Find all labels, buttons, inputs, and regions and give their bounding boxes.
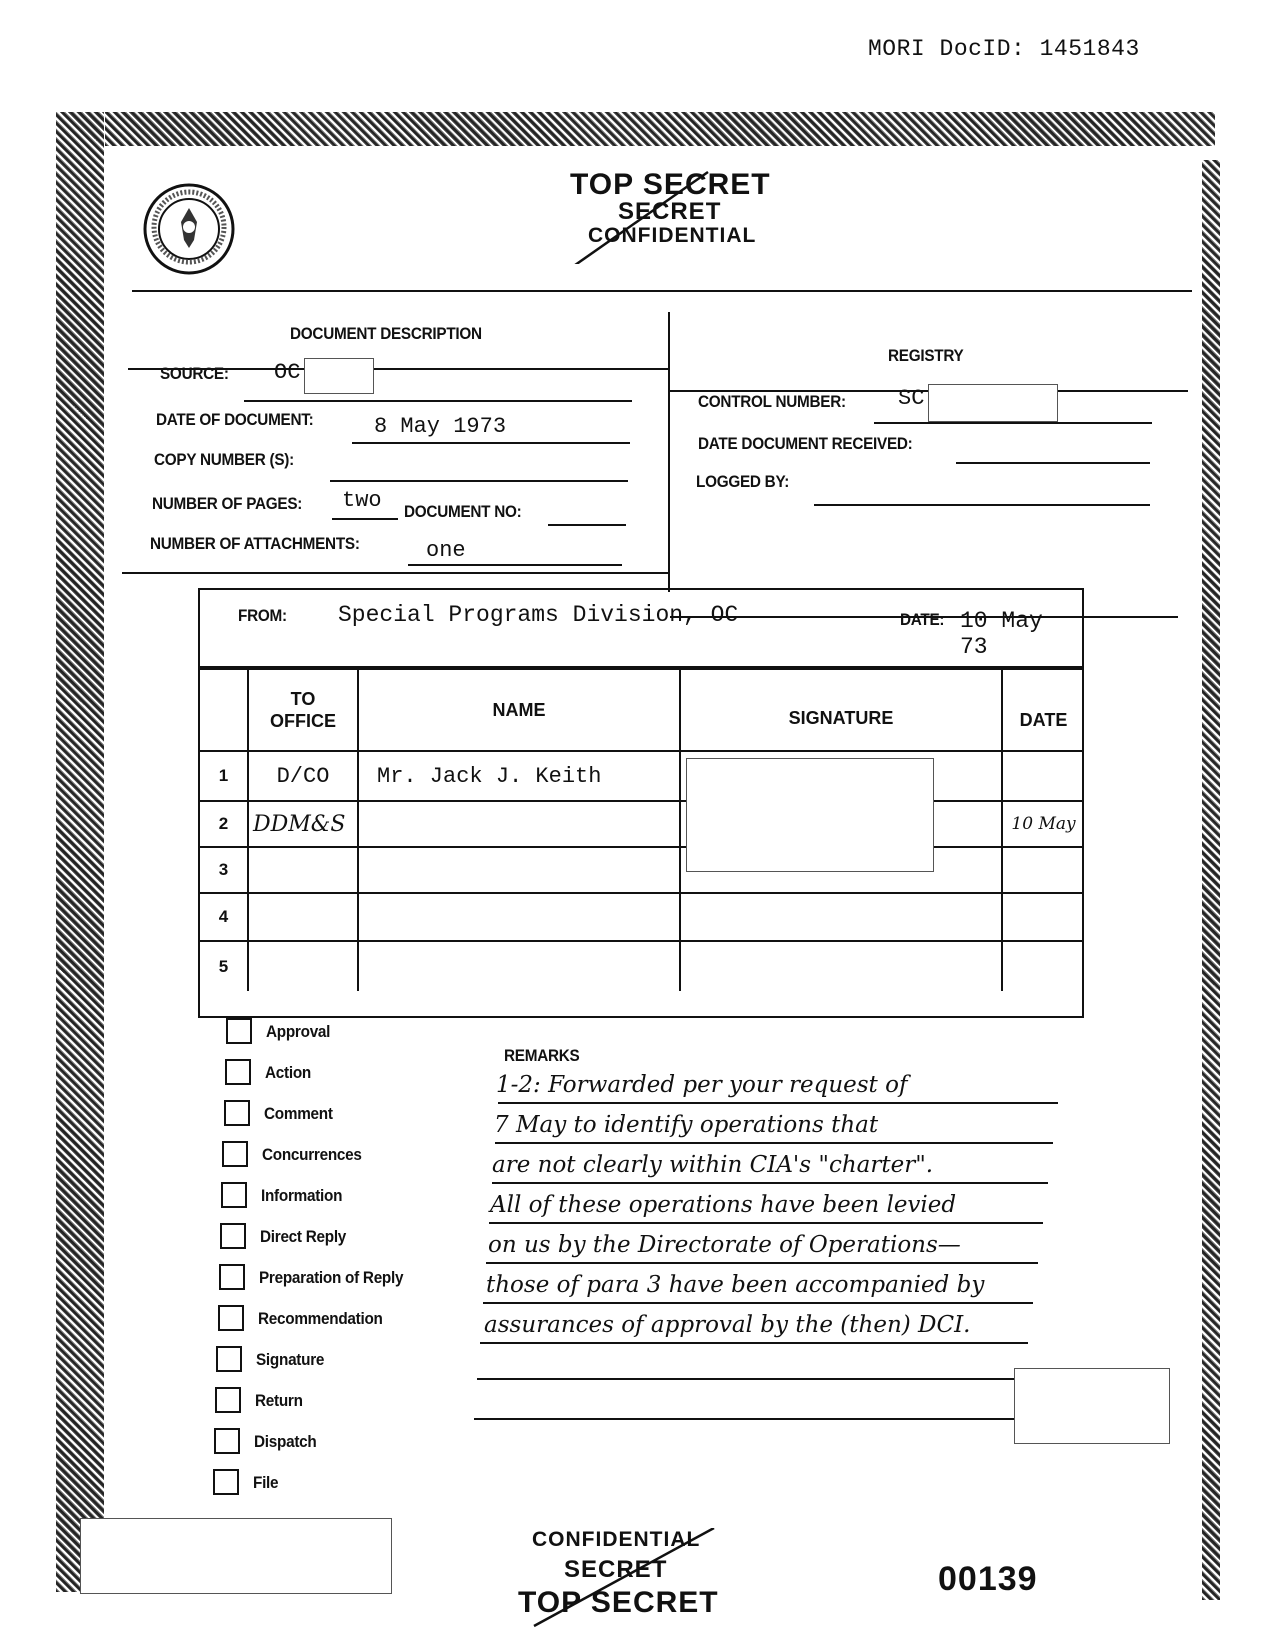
classification-confidential-bottom: CONFIDENTIAL [532,1528,701,1551]
strike-mark [540,168,800,264]
signature-redaction [686,758,934,872]
action-label: Signature [256,1350,325,1369]
control-number-label: CONTROL NUMBER: [698,392,846,411]
rule-top [132,290,1192,292]
classification-top-secret: TOP SECRET [570,168,771,201]
date-underline [352,442,630,444]
date-of-document-value: 8 May 1973 [374,414,507,439]
signature-header: SIGNATURE [680,669,1002,751]
classification-bottom [516,1528,756,1628]
routing-row: 1 D/CO Mr. Jack J. Keith [200,751,1084,801]
action-item-dispatch[interactable] [214,1428,444,1458]
date-header: DATE [1002,669,1084,751]
remarks-rule [486,1262,1038,1264]
checkbox[interactable] [224,1100,250,1126]
action-checklist [212,1018,452,1508]
left-border [56,112,104,1592]
control-underline [874,422,1152,424]
agency-seal [142,182,236,276]
action-label: Return [255,1391,303,1410]
classification-secret-bottom: SECRET [564,1556,668,1583]
source-value: OC [274,360,301,385]
routing-row: 4 [200,893,1084,941]
classification-top [540,168,800,264]
source-underline [244,400,632,402]
control-number-value: SC [898,386,925,411]
action-item-comment[interactable] [224,1100,454,1130]
checkbox[interactable] [226,1018,252,1044]
page-number: 00139 [938,1560,1038,1598]
name-cell: Mr. Jack J. Keith [358,751,680,801]
action-item-return[interactable] [215,1387,445,1417]
remarks-rule [480,1342,1028,1344]
remarks-line: All of these operations have been levied [490,1192,957,1218]
slip-date-value: 10 May 73 [960,608,1043,660]
routing-header-row [200,669,1084,751]
footer-redaction [80,1518,392,1594]
remarks-line: assurances of approval by the (then) DCI. [484,1312,971,1338]
action-item-approval[interactable] [226,1018,456,1048]
remarks-line: those of para 3 have been accompanied by [486,1272,985,1298]
checkbox[interactable] [216,1346,242,1372]
from-label: FROM: [238,606,287,625]
remarks-rule [477,1378,1017,1380]
office-cell: DDM&S [248,801,358,847]
pages-underline [332,518,398,520]
copy-number-label: COPY NUMBER (S): [154,450,294,469]
name-header: NAME [358,669,680,751]
logged-underline [814,504,1150,506]
rule-desc-bottom [122,572,670,574]
docno-underline [548,524,626,526]
remarks-line: on us by the Directorate of Operations— [488,1232,961,1258]
logged-by-label: LOGGED BY: [696,472,790,491]
action-label: Action [264,1063,311,1082]
checkbox[interactable] [215,1387,241,1413]
remarks-label: REMARKS [504,1046,580,1065]
date-received-label: DATE DOCUMENT RECEIVED: [698,434,913,453]
checkbox[interactable] [218,1305,244,1331]
remarks-line: 1-2: Forwarded per your request of [496,1072,908,1098]
remarks-rule [474,1418,1014,1420]
number-of-attachments-label: NUMBER OF ATTACHMENTS: [150,534,360,553]
checkbox[interactable] [214,1428,240,1454]
action-item-preparation-of-reply[interactable] [219,1264,449,1294]
action-label: Recommendation [257,1309,383,1328]
classification-top-secret-bottom: TOP SECRET [518,1586,719,1619]
top-border [105,112,1215,146]
to-office-header: TO OFFICE [248,669,358,751]
action-item-direct-reply[interactable] [220,1223,450,1253]
control-number-redaction [928,384,1058,422]
action-item-file[interactable] [213,1469,443,1499]
date-of-document-label: DATE OF DOCUMENT: [156,410,314,429]
remarks-rule [489,1222,1043,1224]
classification-confidential: CONFIDENTIAL [588,224,757,247]
action-item-concurrences[interactable] [222,1141,452,1171]
checkbox[interactable] [219,1264,245,1290]
document-no-label: DOCUMENT NO: [404,502,522,521]
checkbox[interactable] [220,1223,246,1249]
classification-secret: SECRET [618,198,722,225]
remarks-redaction [1014,1368,1170,1444]
action-item-recommendation[interactable] [218,1305,448,1335]
action-label: Dispatch [254,1432,317,1451]
action-item-information[interactable] [221,1182,451,1212]
remarks-line: 7 May to identify operations that [494,1112,879,1138]
source-redaction [304,358,374,394]
registry-heading: REGISTRY [888,346,964,365]
routing-table [200,668,1084,991]
action-label: Approval [266,1022,331,1041]
action-label: Concurrences [262,1145,363,1164]
action-label: Preparation of Reply [258,1268,404,1287]
checkbox[interactable] [221,1182,247,1208]
right-border [1202,160,1220,1600]
action-label: Direct Reply [260,1227,347,1246]
date-cell [1002,751,1084,801]
action-label: File [252,1473,279,1492]
doc-id: MORI DocID: 1451843 [868,36,1140,62]
date-cell: 10 May [1002,801,1084,847]
action-item-signature[interactable] [216,1346,446,1376]
from-value: Special Programs Division, OC [338,602,739,628]
number-of-attachments-value: one [426,538,466,563]
action-label: Information [261,1186,343,1205]
routing-row: 5 [200,941,1084,991]
name-cell [358,801,680,847]
number-of-pages-value: two [342,488,382,513]
remarks-line: are not clearly within CIA's "charter". [492,1152,934,1178]
remarks-rule [492,1182,1048,1184]
routing-row: 2 DDM&S 10 May [200,801,1084,847]
action-item-action[interactable] [225,1059,455,1089]
checkbox[interactable] [225,1059,251,1085]
action-label: Comment [263,1104,333,1123]
attachments-underline [408,564,622,566]
strike-mark-bottom [516,1528,756,1628]
copy-underline [330,480,628,482]
remarks-rule [495,1142,1053,1144]
office-cell: D/CO [248,751,358,801]
number-of-pages-label: NUMBER OF PAGES: [152,494,303,513]
received-underline [956,462,1150,464]
routing-row: 3 [200,847,1084,893]
remarks-rule [483,1302,1033,1304]
document-description-heading: DOCUMENT DESCRIPTION [290,324,482,343]
slip-date-label: DATE: [900,610,945,629]
divider-desc-registry [668,312,670,592]
remarks-rule [498,1102,1058,1104]
checkbox[interactable] [213,1469,239,1495]
checkbox[interactable] [222,1141,248,1167]
source-label: SOURCE: [160,364,229,383]
